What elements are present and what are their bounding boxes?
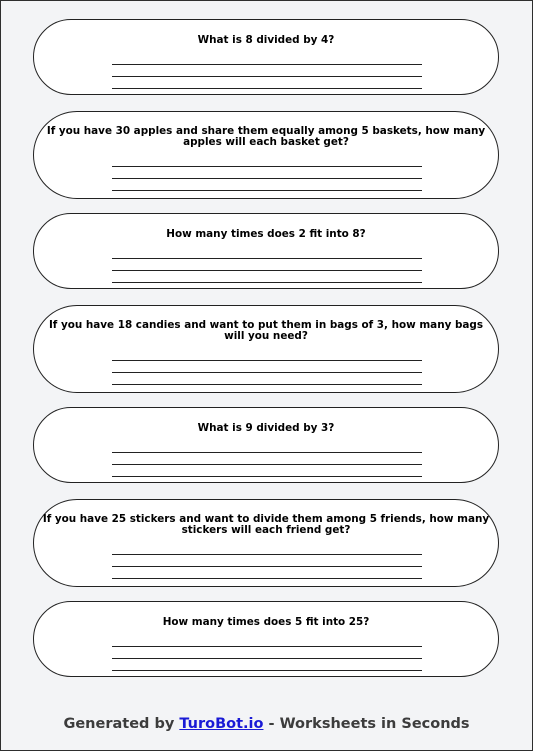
answer-line [112,190,422,191]
footer-prefix: Generated by [63,716,180,732]
question-card-5 [33,407,499,483]
answer-line [112,64,422,65]
answer-line [112,258,422,259]
answer-line [112,372,422,373]
question-text: What is 9 divided by 3? [197,422,335,434]
answer-line [112,282,422,283]
footer-suffix: - Worksheets in Seconds [263,716,470,732]
turobot-link[interactable]: TuroBot.io [179,716,264,732]
answer-line [112,360,422,361]
answer-line [112,670,422,671]
answer-line [112,554,422,555]
footer [1,716,532,732]
answer-line [112,566,422,567]
question-text: If you have 30 apples and share them equally among 5 baskets, how many apples will each basket get? [46,125,486,148]
question-card-4 [33,305,499,393]
answer-line [112,76,422,77]
answer-line [112,270,422,271]
question-text: If you have 25 stickers and want to divide them among 5 friends, how many stickers will each friend get? [42,513,490,536]
question-card-7 [33,601,499,677]
question-card-1 [33,19,499,95]
answer-line [112,646,422,647]
answer-line [112,166,422,167]
answer-line [112,384,422,385]
question-text: What is 8 divided by 4? [197,34,335,46]
answer-line [112,476,422,477]
answer-line [112,464,422,465]
answer-line [112,658,422,659]
question-card-6 [33,499,499,587]
answer-line [112,452,422,453]
answer-line [112,178,422,179]
question-text: If you have 18 candies and want to put them in bags of 3, how many bags will you need? [48,319,484,342]
answer-line [112,578,422,579]
question-text: How many times does 5 fit into 25? [162,616,370,628]
question-text: How many times does 2 fit into 8? [166,228,366,240]
answer-line [112,88,422,89]
question-card-2 [33,111,499,199]
question-card-3 [33,213,499,289]
